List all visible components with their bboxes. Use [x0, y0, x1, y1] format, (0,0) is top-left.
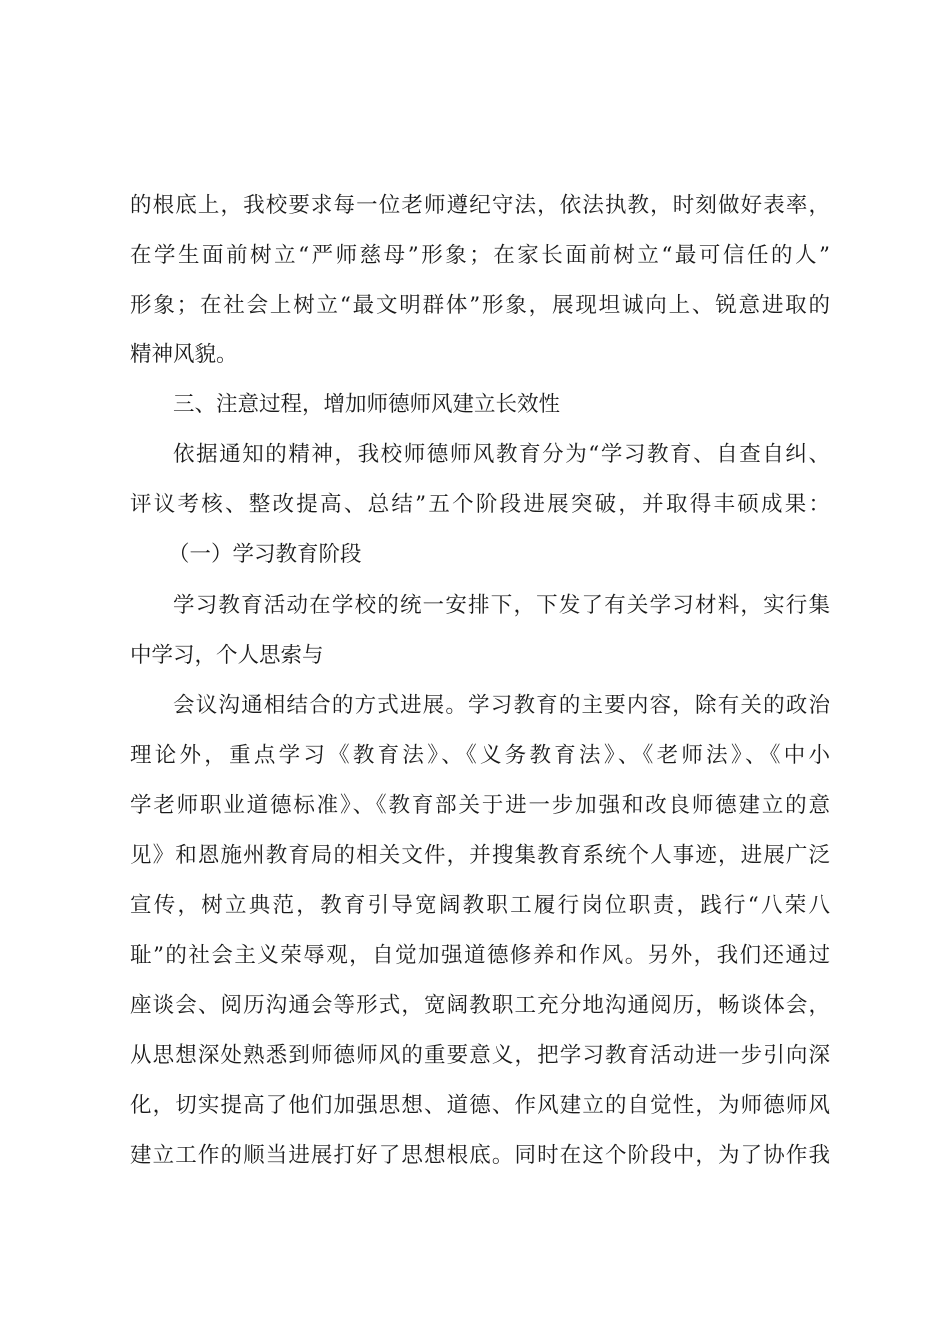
text-line: 座谈会、阅历沟通会等形式，宽阔教职工充分地沟通阅历，畅谈体会， — [130, 993, 830, 1018]
text-line: 形象；在社会上树立“最文明群体”形象，展现坦诚向上、锐意进取的 — [130, 293, 830, 318]
text-line: 在学生面前树立“严师慈母”形象；在家长面前树立“最可信任的人” — [130, 243, 830, 268]
text-line: 耻”的社会主义荣辱观，自觉加强道德修养和作风。另外，我们还通过 — [130, 943, 830, 968]
text-line: 会议沟通相结合的方式进展。学习教育的主要内容，除有关的政治 — [173, 693, 830, 718]
text-line: 宣传，树立典范，教育引导宽阔教职工履行岗位职责，践行“八荣八 — [130, 893, 830, 918]
text-line: 学习教育活动在学校的统一安排下，下发了有关学习材料，实行集 — [173, 593, 830, 618]
section-heading: 三、注意过程，增加师德师风建立长效性 — [173, 392, 561, 417]
text-line: 学老师职业道德标准》、《教育部关于进一步加强和改良师德建立的意 — [130, 793, 830, 818]
text-line: 评议考核、整改提高、总结”五个阶段进展突破，并取得丰硕成果： — [130, 492, 830, 517]
subsection-heading: （一）学习教育阶段 — [168, 542, 362, 567]
text-line: 中学习，个人思索与 — [130, 643, 324, 668]
text-line: 化，切实提高了他们加强思想、道德、作风建立的自觉性，为师德师风 — [130, 1093, 830, 1118]
text-line: 见》和恩施州教育局的相关文件，并搜集教育系统个人事迹，进展广泛 — [130, 843, 830, 868]
text-line: 建立工作的顺当进展打好了思想根底。同时在这个阶段中，为了协作我 — [130, 1143, 830, 1168]
text-line: 的根底上，我校要求每一位老师遵纪守法，依法执教，时刻做好表率， — [130, 193, 830, 218]
text-line: 理论外，重点学习《教育法》、《义务教育法》、《老师法》、《中小 — [130, 743, 830, 768]
text-line: 精神风貌。 — [130, 342, 238, 367]
text-line: 依据通知的精神，我校师德师风教育分为“学习教育、自查自纠、 — [173, 442, 830, 467]
text-line: 从思想深处熟悉到师德师风的重要意义，把学习教育活动进一步引向深 — [130, 1043, 830, 1068]
